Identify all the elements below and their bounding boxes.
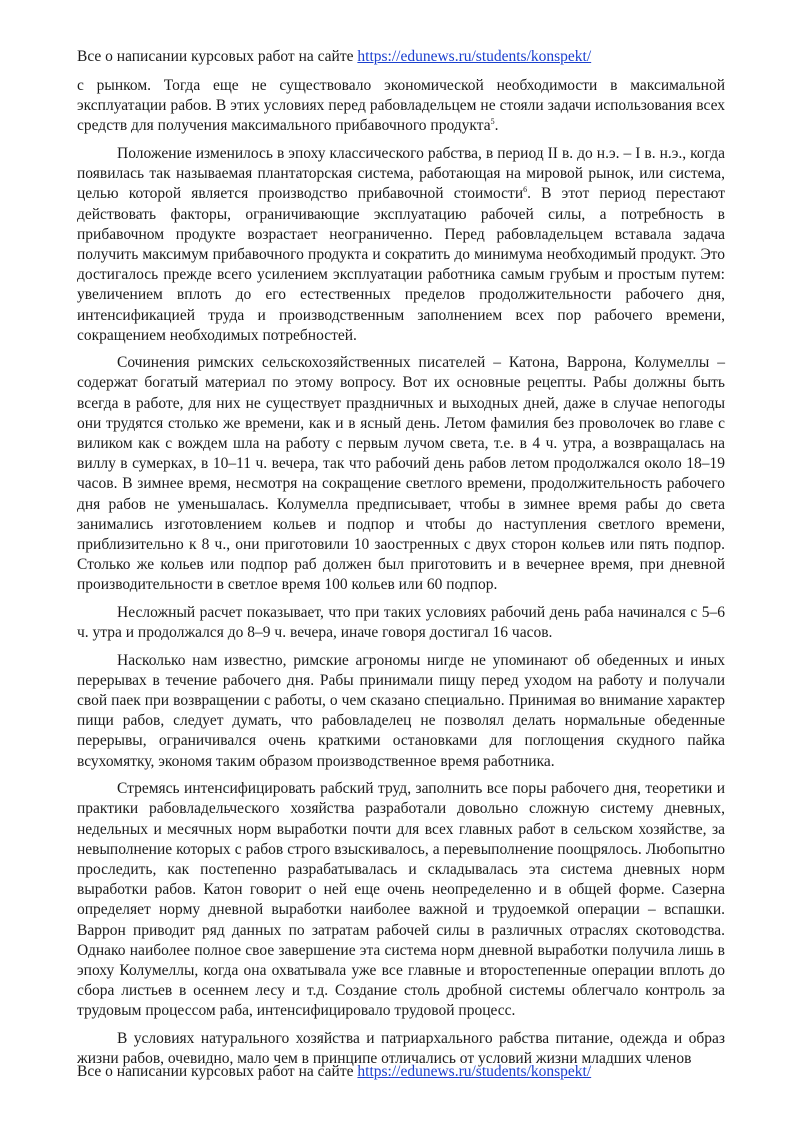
page-header xyxy=(77,47,591,67)
paragraph: Положение изменилось в эпоху классического рабства, в период II в. до н.э. – I в. н.э., когда появилась так называемая плантаторская система, работающая на мировой рынок, или система, целью которой является производство прибавочной стоимости$^6$. В этот период перестают действовать факторы, ограничивающие эксплуатацию рабочей силы, а потребность в прибавочном продукте возрастает неограниченно. Перед рабовладельцем вставала задача получить максимум прибавочного продукта и сократить до минимума необходимый продукт. Это достигалось прежде всего усилением эксплуатации работника самым грубым и простым путем: увеличением вплоть до его естественных пределов продолжительности рабочего дня, интенсификацией труда и производственным заполнением всех пор рабочего времени, сокращением необходимых потребностей. xyxy=(77,144,725,344)
header-link[interactable]: https://edunews.ru/students/konspekt/ xyxy=(357,48,592,65)
paragraph: В условиях натурального хозяйства и патриархального рабства питание, одежда и образ жизни рабов, очевидно, мало чем в принципе отличались от условий жизни младших членов xyxy=(77,1029,725,1068)
footer-link[interactable]: https://edunews.ru/students/konspekt/ xyxy=(357,1063,592,1080)
paragraph: Насколько нам известно, римские агрономы нигде не упоминают об обеденных и иных перерывах в течение рабочего дня. Рабы принимали пищу перед уходом на работу и получали свой паек при возвращении с работы, о чем сказано специально. Принимая во внимание характер пищи рабов, следует думать, что рабовладелец не позволял делать нормальные обеденные перерывы, ограничивался очень краткими остановками для поглощения скудного пайка всухомятку, экономя таким образом производственное время работника. xyxy=(77,651,725,770)
header-text: Все о написании курсовых работ на сайте xyxy=(77,48,358,65)
footer-text: Все о написании курсовых работ на сайте xyxy=(77,1063,358,1080)
document-body xyxy=(77,76,725,1077)
page-footer xyxy=(77,1062,591,1082)
paragraph: Сочинения римских сельскохозяйственных писателей – Катона, Варрона, Колумеллы – содержат богатый материал по этому вопросу. Вот их основные рецепты. Рабы должны быть всегда в работе, для них не существует праздничных и выходных дней, даже в случае непогоды они трудятся столько же времени, как и в ясный день. Летом фамилия без проволочек во главе с виликом как с вождем шла на работу с первым лучом света, т.е. в 4 ч. утра, а возвращалась на виллу в сумерках, в 10–11 ч. вечера, так что рабочий день рабов летом продолжался около 18–19 часов. В зимнее время, несмотря на сокращение светлого времени, продолжительность рабочего дня рабов не уменьшалась. Колумелла предписывает, чтобы в зимнее время рабы до света занимались изготовлением кольев и подпор и чтобы до наступления светлого времени, приблизительно к 8 ч., они приготовили 10 заостренных с двух сторон кольев или пять подпор. Столько же кольев или подпор раб должен был приготовить и в вечернее время, при дневной производительности в светлое время 100 кольев или 60 подпор. xyxy=(77,354,725,594)
paragraph-continuation: с рынком. Тогда еще не существовало экономической необходимости в максимальной эксплуатации рабов. В этих условиях перед рабовладельцем не стояли задачи использования всех средств для получения максимального прибавочного продукта$^5$. xyxy=(77,77,725,135)
paragraph: Несложный расчет показывает, что при таких условиях рабочий день раба начинался с 5–6 ч. утра и продолжался до 8–9 ч. вечера, иначе говоря достигал 16 часов. xyxy=(77,603,725,642)
footnote-marker: 5 xyxy=(490,117,495,127)
footnote-marker: 6 xyxy=(523,185,528,195)
paragraph: Стремясь интенсифицировать рабский труд, заполнить все поры рабочего дня, теоретики и практики рабовладельческого хозяйства разработали довольно сложную систему дневных, недельных и месячных норм выработки почти для всех главных работ в сельском хозяйстве, за невыполнение которых с рабов строго взыскивалось, а перевыполнение поощрялось. Любопытно проследить, как постепенно разрабатывалась и складывалась эта система дневных норм выработки рабов. Катон говорит о ней еще очень неопределенно и в общей форме. Сазерна определяет норму дневной выработки наиболее важной и трудоемкой операции – вспашки. Варрон приводит ряд данных по затратам рабочей силы в различных отраслях скотоводства. Однако наиболее полное свое завершение эта система норм дневной выработки получила лишь в эпоху Колумеллы, когда она охватывала уже все главные и второстепенные операции вплоть до сбора листьев в осеннем лесу и т.д. Создание столь дробной системы облегчало контроль за трудовым процессом раба, интенсифицировало трудовой процесс. xyxy=(77,780,725,1020)
